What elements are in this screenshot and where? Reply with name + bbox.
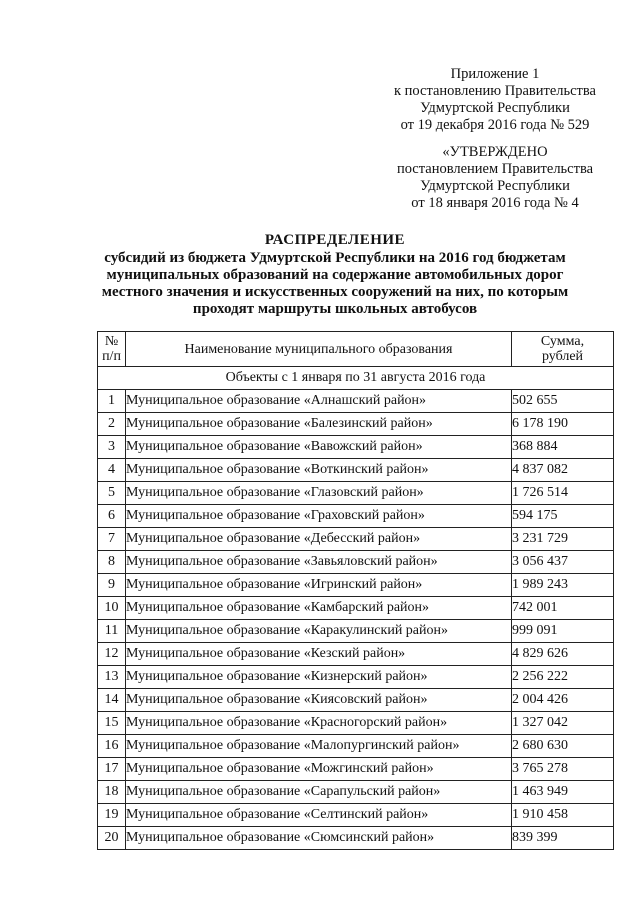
header-sum-line1: Сумма, — [540, 334, 585, 349]
row-number: 6 — [98, 505, 126, 528]
row-number: 4 — [98, 459, 126, 482]
row-sum: 1 910 458 — [512, 804, 614, 827]
table-row — [98, 689, 614, 712]
row-number: 19 — [98, 804, 126, 827]
row-name: Муниципальное образование «Глазовский район» — [126, 482, 512, 505]
row-name: Муниципальное образование «Завьяловский район» — [126, 551, 512, 574]
table-row — [98, 574, 614, 597]
row-number: 10 — [98, 597, 126, 620]
table-row — [98, 551, 614, 574]
row-sum: 1 726 514 — [512, 482, 614, 505]
document-title — [80, 232, 590, 318]
row-sum: 2 256 222 — [512, 666, 614, 689]
row-number: 11 — [98, 620, 126, 643]
row-sum: 839 399 — [512, 827, 614, 850]
approved-line: от 18 января 2016 года № 4 — [411, 195, 579, 211]
row-name: Муниципальное образование «Красногорский район» — [126, 712, 512, 735]
section-label: Объекты с 1 января по 31 августа 2016 года — [98, 367, 614, 390]
row-sum: 742 001 — [512, 597, 614, 620]
table-row — [98, 804, 614, 827]
approved-line: Удмуртской Республики — [420, 178, 570, 194]
row-sum: 1 463 949 — [512, 781, 614, 804]
approved-header — [380, 144, 610, 212]
row-sum: 3 056 437 — [512, 551, 614, 574]
row-name: Муниципальное образование «Кизнерский район» — [126, 666, 512, 689]
row-number: 9 — [98, 574, 126, 597]
row-name: Муниципальное образование «Балезинский район» — [126, 413, 512, 436]
row-name: Муниципальное образование «Игринский район» — [126, 574, 512, 597]
title-line: субсидий из бюджета Удмуртской Республики на 2016 год бюджетам — [104, 250, 566, 266]
row-name: Муниципальное образование «Каракулинский район» — [126, 620, 512, 643]
header-number-line1: № — [104, 334, 119, 349]
row-number: 8 — [98, 551, 126, 574]
table-row — [98, 735, 614, 758]
annex-line: Приложение 1 — [450, 66, 540, 82]
table-row — [98, 413, 614, 436]
table-row — [98, 643, 614, 666]
row-name: Муниципальное образование «Воткинский район» — [126, 459, 512, 482]
row-number: 1 — [98, 390, 126, 413]
header-number — [98, 332, 126, 367]
row-number: 16 — [98, 735, 126, 758]
table-row — [98, 781, 614, 804]
row-sum: 502 655 — [512, 390, 614, 413]
title-line: муниципальных образований на содержание автомобильных дорог — [106, 267, 564, 283]
row-sum: 2 004 426 — [512, 689, 614, 712]
row-number: 18 — [98, 781, 126, 804]
table-row — [98, 620, 614, 643]
row-name: Муниципальное образование «Граховский район» — [126, 505, 512, 528]
row-number: 3 — [98, 436, 126, 459]
row-sum: 3 231 729 — [512, 528, 614, 551]
approved-line: постановлением Правительства — [396, 161, 594, 177]
row-name: Муниципальное образование «Селтинский район» — [126, 804, 512, 827]
annex-line: Удмуртской Республики — [420, 100, 570, 116]
table-row — [98, 459, 614, 482]
table-row — [98, 390, 614, 413]
row-number: 20 — [98, 827, 126, 850]
row-number: 2 — [98, 413, 126, 436]
row-name: Муниципальное образование «Сюмсинский район» — [126, 827, 512, 850]
table-row — [98, 436, 614, 459]
table-row — [98, 758, 614, 781]
row-name: Муниципальное образование «Алнашский район» — [126, 390, 512, 413]
row-number: 17 — [98, 758, 126, 781]
row-sum: 999 091 — [512, 620, 614, 643]
row-name: Муниципальное образование «Дебесский район» — [126, 528, 512, 551]
row-sum: 6 178 190 — [512, 413, 614, 436]
row-name: Муниципальное образование «Сарапульский район» — [126, 781, 512, 804]
header-number-line2: п/п — [102, 349, 121, 364]
row-name: Муниципальное образование «Киясовский район» — [126, 689, 512, 712]
row-number: 12 — [98, 643, 126, 666]
table-row — [98, 827, 614, 850]
row-sum: 594 175 — [512, 505, 614, 528]
table-row — [98, 712, 614, 735]
row-name: Муниципальное образование «Можгинский район» — [126, 758, 512, 781]
header-name: Наименование муниципального образования — [126, 332, 512, 367]
header-sum-line2: рублей — [541, 349, 584, 364]
row-name: Муниципальное образование «Вавожский район» — [126, 436, 512, 459]
row-sum: 1 989 243 — [512, 574, 614, 597]
table-row — [98, 597, 614, 620]
row-sum: 4 837 082 — [512, 459, 614, 482]
row-number: 7 — [98, 528, 126, 551]
row-number: 15 — [98, 712, 126, 735]
row-sum: 368 884 — [512, 436, 614, 459]
row-sum: 4 829 626 — [512, 643, 614, 666]
row-number: 13 — [98, 666, 126, 689]
row-sum: 2 680 630 — [512, 735, 614, 758]
row-number: 5 — [98, 482, 126, 505]
table-row — [98, 528, 614, 551]
row-name: Муниципальное образование «Малопургинский район» — [126, 735, 512, 758]
row-name: Муниципальное образование «Камбарский район» — [126, 597, 512, 620]
distribution-table — [97, 331, 614, 850]
row-sum: 1 327 042 — [512, 712, 614, 735]
section-row — [98, 367, 614, 390]
annex-line: от 19 декабря 2016 года № 529 — [400, 117, 590, 133]
approved-line: «УТВЕРЖДЕНО — [442, 144, 548, 160]
table-row — [98, 666, 614, 689]
title-main: РАСПРЕДЕЛЕНИЕ — [264, 232, 406, 248]
row-name: Муниципальное образование «Кезский район» — [126, 643, 512, 666]
title-line: проходят маршруты школьных автобусов — [192, 301, 478, 317]
header-sum — [512, 332, 614, 367]
row-number: 14 — [98, 689, 126, 712]
annex-line: к постановлению Правительства — [394, 83, 596, 99]
annex-header — [380, 66, 610, 134]
title-line: местного значения и искусственных сооружений на них, по которым — [101, 284, 569, 300]
table-row — [98, 505, 614, 528]
table-header-row — [98, 332, 614, 367]
row-sum: 3 765 278 — [512, 758, 614, 781]
table-row — [98, 482, 614, 505]
